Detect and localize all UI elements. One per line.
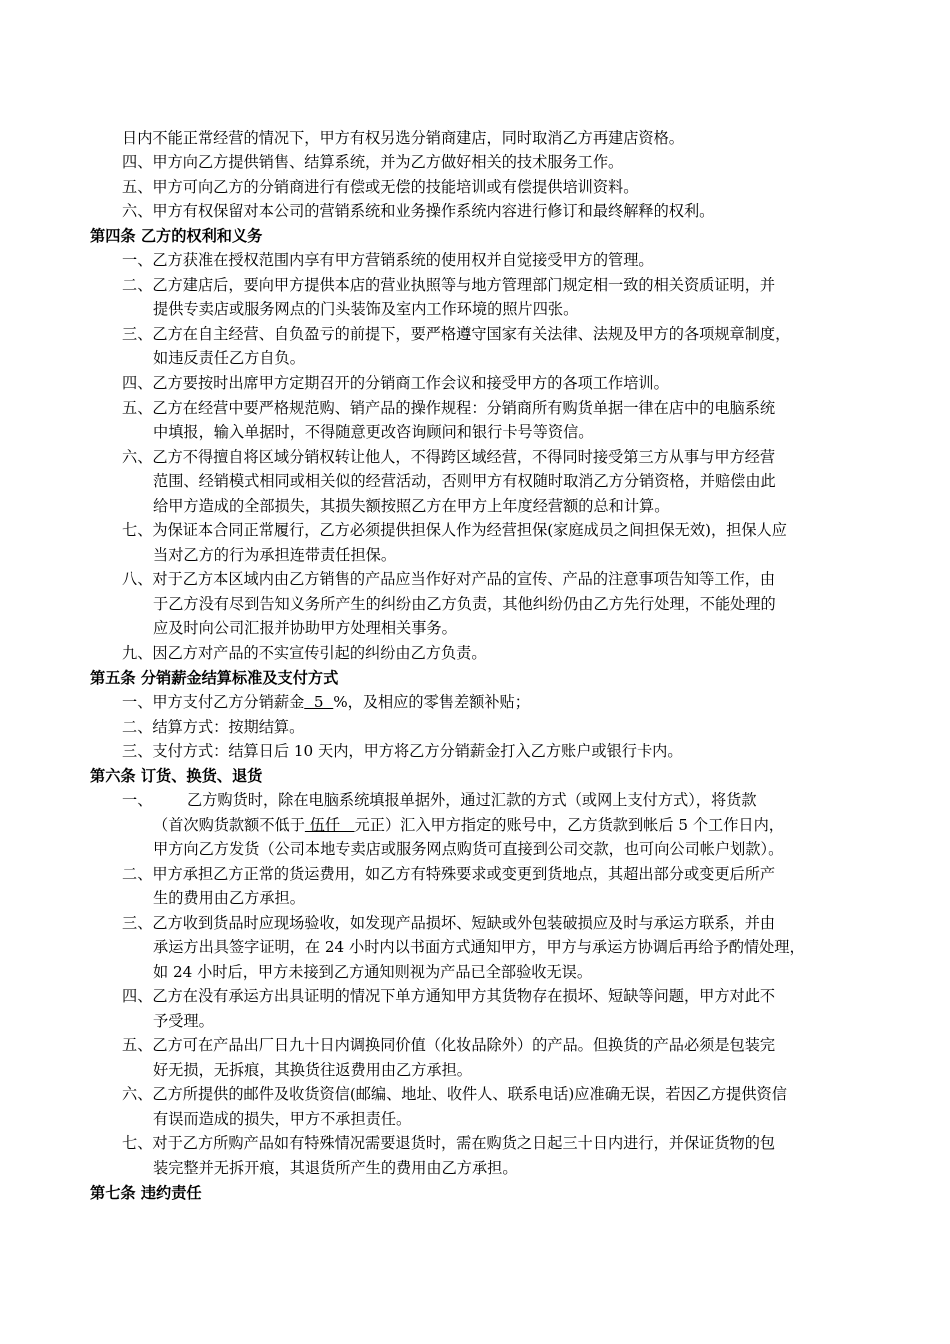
art5-item-1-suffix: %，及相应的零售差额补贴；	[333, 693, 530, 711]
art6-item-4: 四、乙方在没有承运方出具证明的情况下单方通知甲方其货物存在损坏、短缺等问题，甲方对此不	[122, 987, 776, 1005]
intro-line-1: 日内不能正常经营的情况下，甲方有权另选分销商建店，同时取消乙方再建店资格。	[122, 129, 684, 147]
art5-item-3: 三、支付方式：结算日后 10 天内，甲方将乙方分销薪金打入乙方账户或银行卡内。	[122, 742, 683, 760]
article-6-heading: 第六条 订货、换货、退货	[90, 767, 263, 785]
art6-item-6-cont: 有误而造成的损失，甲方不承担责任。	[153, 1110, 412, 1128]
commission-rate-value: 5	[304, 693, 334, 711]
article-5-heading: 第五条 分销薪金结算标准及支付方式	[90, 669, 339, 687]
art6-item-4-cont: 予受理。	[153, 1012, 214, 1030]
art4-item-9: 九、因乙方对产品的不实宣传引起的纠纷由乙方负责。	[122, 644, 487, 662]
article-7-heading: 第七条 违约责任	[90, 1184, 202, 1202]
art5-item-2: 二、结算方式：按期结算。	[122, 718, 305, 736]
art4-item-5-cont: 中填报，输入单据时，不得随意更改咨询顾问和银行卡号等资信。	[153, 423, 594, 441]
art4-item-4: 四、乙方要按时出席甲方定期召开的分销商工作会议和接受甲方的各项工作培训。	[122, 374, 669, 392]
art4-item-7-cont: 当对乙方的行为承担连带责任担保。	[153, 546, 396, 564]
art6-item-3-cont-2: 如 24 小时后，甲方未接到乙方通知则视为产品已全部验收无误。	[153, 963, 593, 981]
art6-item-1-prefix: （首次购货款额不低于	[153, 816, 305, 834]
intro-line-2: 四、甲方向乙方提供销售、结算系统，并为乙方做好相关的技术服务工作。	[122, 153, 624, 171]
art5-item-1-prefix: 一、甲方支付乙方分销薪金	[122, 693, 305, 711]
art6-item-5-cont: 好无损，无拆痕，其换货往返费用由乙方承担。	[153, 1061, 472, 1079]
art6-item-1-number: 一、	[122, 791, 153, 809]
intro-line-3: 五、甲方可向乙方的分销商进行有偿或无偿的技能培训或有偿提供培训资料。	[122, 178, 639, 196]
art4-item-2-cont: 提供专卖店或服务网点的门头装饰及室内工作环境的照片四张。	[153, 300, 579, 318]
art6-item-2-cont: 生的费用由乙方承担。	[153, 889, 305, 907]
art6-item-7: 七、对于乙方所购产品如有特殊情况需要退货时，需在购货之日起三十日内进行，并保证货物的包	[122, 1134, 776, 1152]
art6-item-5: 五、乙方可在产品出厂日九十日内调换同价值（化妆品除外）的产品。但换货的产品必须是包装完	[122, 1036, 776, 1054]
art4-item-8-cont-2: 应及时向公司汇报并协助甲方处理相关事务。	[153, 619, 457, 637]
intro-line-4: 六、甲方有权保留对本公司的营销系统和业务操作系统内容进行修订和最终解释的权利。	[122, 202, 715, 220]
art6-item-1: 乙方购货时，除在电脑系统填报单据外，通过汇款的方式（或网上支付方式），将货款	[187, 791, 757, 809]
art4-item-8: 八、对于乙方本区域内由乙方销售的产品应当作好对产品的宣传、产品的注意事项告知等工作，由	[122, 570, 776, 588]
art6-item-7-cont: 装完整并无拆开痕，其退货所产生的费用由乙方承担。	[153, 1159, 518, 1177]
art4-item-3: 三、乙方在自主经营、自负盈亏的前提下，要严格遵守国家有关法律、法规及甲方的各项规章制度，	[122, 325, 791, 343]
art6-item-1-cont-1	[153, 815, 784, 835]
article-4-heading: 第四条 乙方的权利和义务	[90, 227, 263, 245]
art6-item-6: 六、乙方所提供的邮件及收货资信(邮编、地址、收件人、联系电话)应准确无误，若因乙方提供资信	[122, 1085, 787, 1103]
art4-item-6-cont-2: 给甲方造成的全部损失，其损失额按照乙方在甲方上年度经营额的总和计算。	[153, 497, 670, 515]
art4-item-8-cont-1: 于乙方没有尽到告知义务所产生的纠纷由乙方负责，其他纠纷仍由乙方先行处理，不能处理的	[153, 595, 776, 613]
art5-item-1	[122, 692, 530, 712]
art6-item-3: 三、乙方收到货品时应现场验收，如发现产品损坏、短缺或外包装破损应及时与承运方联系，并由	[122, 914, 776, 932]
art4-item-1: 一、乙方获准在授权范围内享有甲方营销系统的使用权并自觉接受甲方的管理。	[122, 251, 654, 269]
art4-item-3-cont: 如违反责任乙方自负。	[153, 349, 305, 367]
art6-item-2: 二、甲方承担乙方正常的货运费用，如乙方有特殊要求或变更到货地点，其超出部分或变更后所产	[122, 865, 776, 883]
art4-item-6: 六、乙方不得擅自将区域分销权转让他人，不得跨区域经营，不得同时接受第三方从事与甲方经营	[122, 448, 776, 466]
min-purchase-amount-value: 伍仟	[304, 816, 355, 834]
art4-item-5: 五、乙方在经营中要严格规范购、销产品的操作规程：分销商所有购货单据一律在店中的电脑系统	[122, 399, 776, 417]
art4-item-6-cont-1: 范围、经销模式相同或相关似的经营活动，否则甲方有权随时取消乙方分销资格，并赔偿由此	[153, 472, 776, 490]
art6-item-1-cont-2: 甲方向乙方发货（公司本地专卖店或服务网点购货可直接到公司交款，也可向公司帐户划款）。	[153, 840, 784, 858]
art6-item-3-cont-1: 承运方出具签字证明，在 24 小时内以书面方式通知甲方，甲方与承运方协调后再给予酌情处理，	[153, 938, 805, 956]
art4-item-7: 七、为保证本合同正常履行，乙方必须提供担保人作为经营担保(家庭成员之间担保无效)，担保人应	[122, 521, 787, 539]
art4-item-2: 二、乙方建店后，要向甲方提供本店的营业执照等与地方管理部门规定相一致的相关资质证明，并	[122, 276, 776, 294]
art6-item-1-suffix: 元正）汇入甲方指定的账号中，乙方货款到帐后 5 个工作日内，	[354, 816, 784, 834]
